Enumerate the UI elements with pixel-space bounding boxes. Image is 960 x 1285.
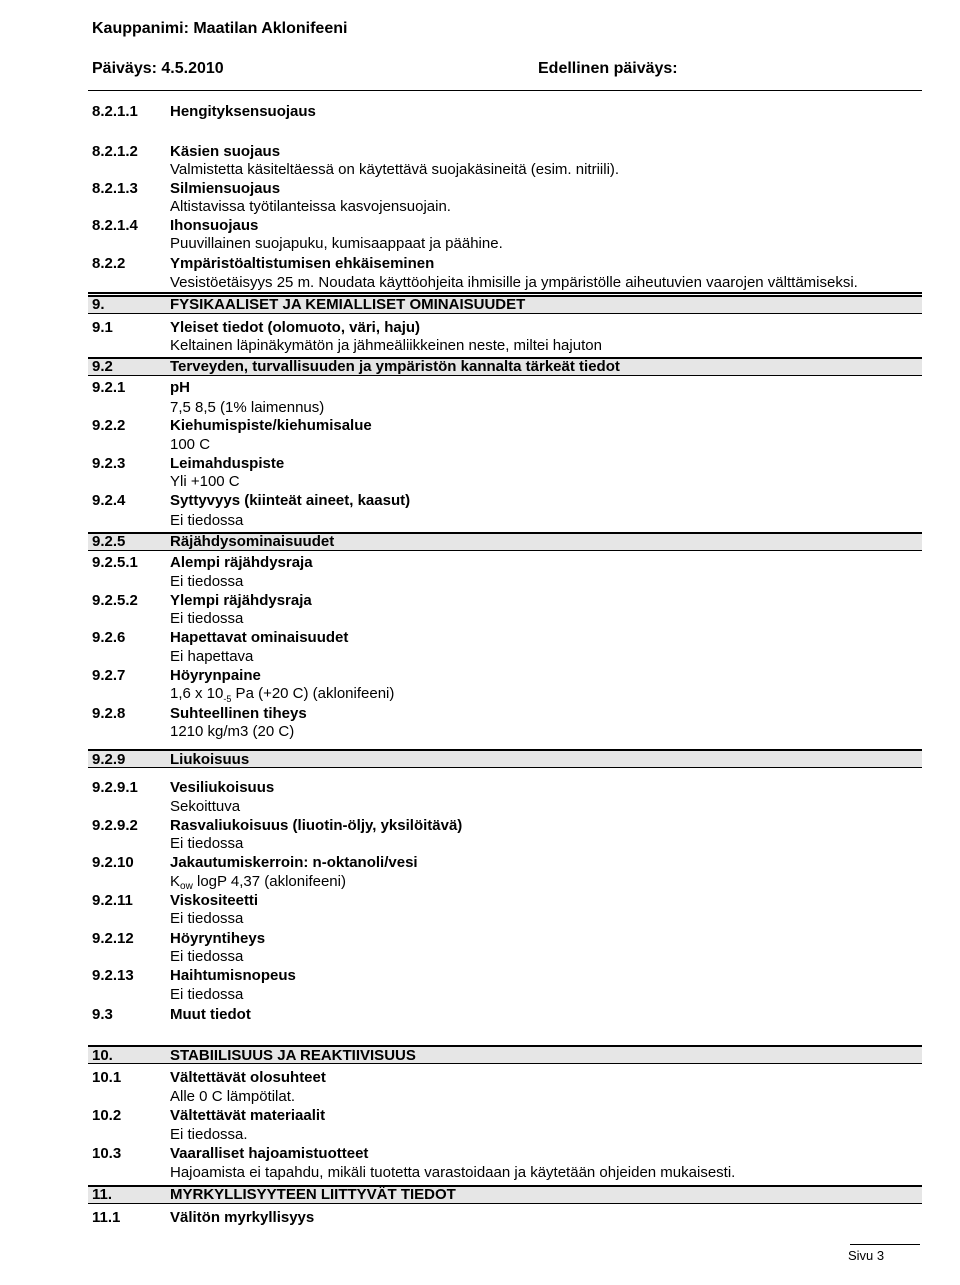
footer-rule xyxy=(850,1244,920,1245)
header-rule xyxy=(88,90,922,91)
previous-date-label: Edellinen päiväys: xyxy=(538,60,678,77)
date-label: Päiväys: 4.5.2010 xyxy=(92,60,224,77)
page-number: Sivu 3 xyxy=(848,1248,885,1263)
company-title: Kauppanimi: Maatilan Aklonifeeni xyxy=(92,20,348,37)
